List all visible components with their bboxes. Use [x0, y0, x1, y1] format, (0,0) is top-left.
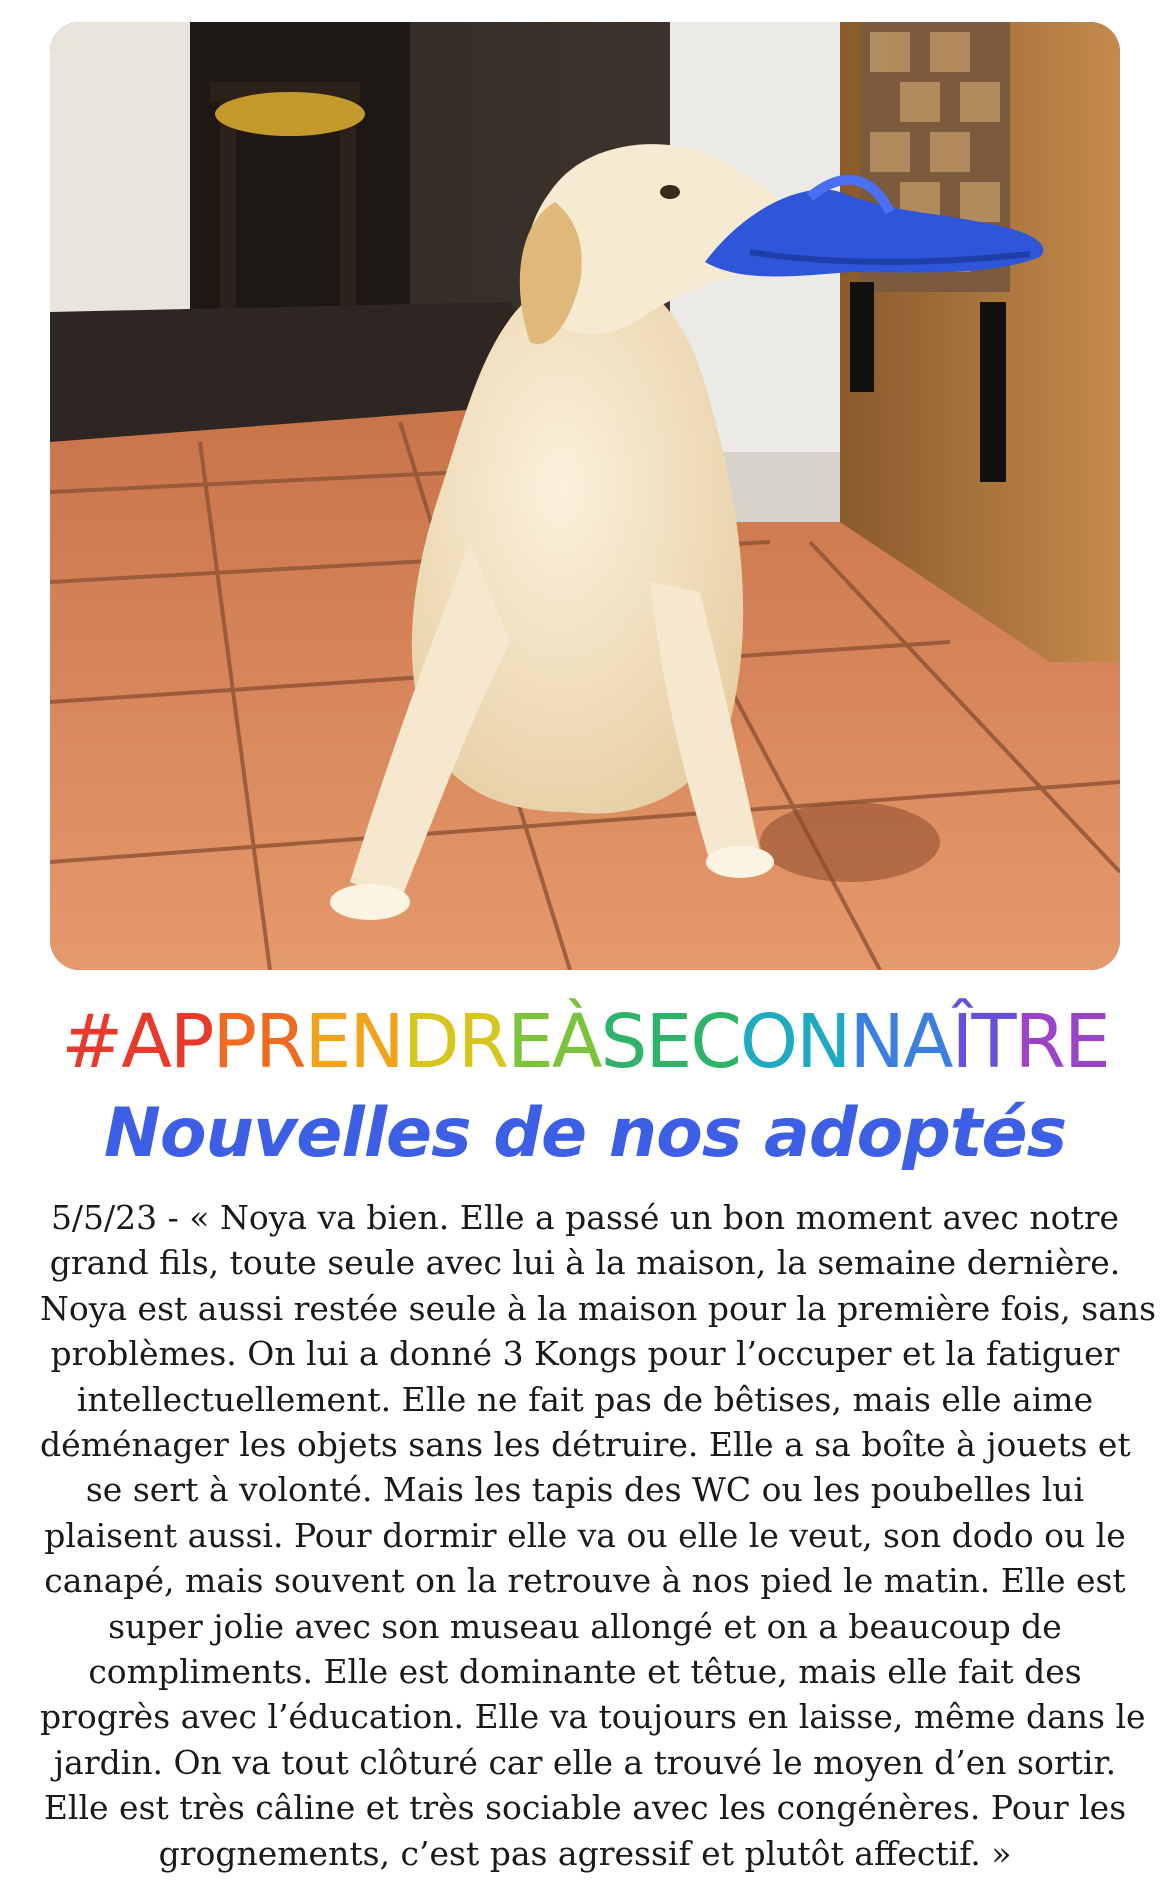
hashtag-letter: R [457, 999, 508, 1085]
post-body-line: grognements, c’est pas agressif et plutôt affectif. » [158, 1833, 1012, 1873]
post-body-line: 5/5/23 - « Noya va bien. Elle a passé un bon moment avec notre [50, 1198, 1120, 1237]
hashtag-letter: C [690, 999, 740, 1085]
post-body-line: grand fils, toute seule avec lui à la maison, la semaine dernière. [49, 1243, 1121, 1283]
hashtag-letter: D [402, 999, 458, 1085]
post-body-line: jardin. On va tout clôturé car elle a trouvé le moyen d’en sortir. [53, 1742, 1117, 1782]
hashtag-letter: E [507, 999, 552, 1085]
post-body-line: intellectuellement. Elle ne fait pas de bêtises, mais elle aime [76, 1379, 1094, 1419]
hashtag-letter: N [796, 999, 850, 1085]
hashtag-letter: R [255, 999, 305, 1085]
hashtag-letter: E [645, 999, 691, 1085]
hashtag-letter: P [212, 999, 256, 1085]
hashtag-letter: A [121, 999, 170, 1085]
post-body-line: Elle est très câline et très sociable avec les congénères. Pour les [43, 1788, 1127, 1828]
hashtag-letter: N [349, 999, 403, 1085]
dog-photo-illustration [50, 22, 1120, 970]
post-body-line: problèmes. On lui a donné 3 Kongs pour l’occuper et la fatiguer [50, 1334, 1120, 1374]
hashtag-letter: R [1014, 999, 1064, 1085]
hashtag-letter: E [304, 999, 350, 1085]
post-body-line: Noya est aussi restée seule à la maison pour la première fois, sans [40, 1288, 1157, 1328]
dog-photo [50, 22, 1120, 970]
hashtag-letter: T [971, 999, 1015, 1085]
post-body-line: progrès avec l’éducation. Elle va toujours en laisse, même dans le [40, 1697, 1146, 1737]
hashtag-letter: P [169, 999, 213, 1085]
hashtag-letter: E [1063, 999, 1109, 1085]
post-body-line: plaisent aussi. Pour dormir elle va ou elle le veut, son dodo ou le [44, 1515, 1126, 1555]
post-body-line: canapé, mais souvent on la retrouve à nos pied le matin. Elle est [44, 1561, 1126, 1601]
hashtag-title [0, 1000, 1170, 1084]
post-body-line: se sert à volonté. Mais les tapis des WC ou les poubelles lui [85, 1470, 1085, 1510]
headline: Nouvelles de nos adoptés [103, 1094, 1067, 1173]
hashtag-letter: S [600, 999, 646, 1085]
post-body-line: super jolie avec son museau allongé et on a beaucoup de [108, 1606, 1062, 1646]
hashtag-letter: N [849, 999, 903, 1085]
post-body-line: compliments. Elle est dominante et têtue, mais elle fait des [88, 1652, 1082, 1692]
hashtag-letter: # [61, 999, 122, 1085]
post-body-line: déménager les objets sans les détruire. Elle a sa boîte à jouets et [40, 1425, 1131, 1465]
hashtag-letter: O [739, 999, 797, 1085]
post-body [40, 1195, 1157, 1876]
hashtag-letter: Î [951, 999, 972, 1085]
hashtag-letter: A [902, 999, 952, 1085]
hashtag-letter: À [551, 999, 601, 1085]
